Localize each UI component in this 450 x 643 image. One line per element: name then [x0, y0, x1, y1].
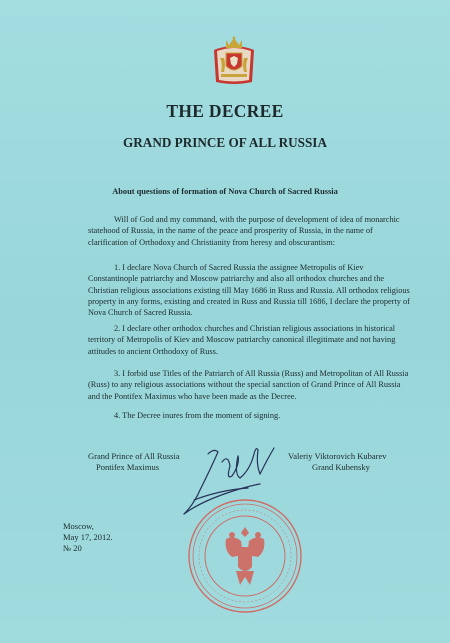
document-about-line: About questions of formation of Nova Church of Sacred Russia: [112, 187, 338, 196]
place-date-block: [63, 521, 113, 554]
signatory-title-block: [88, 451, 180, 473]
date-text: May 17, 2012.: [63, 532, 113, 542]
coat-of-arms-icon: [211, 36, 257, 86]
signatory-title: Grand Prince of All Russia: [88, 451, 180, 461]
signatory-honorific: Grand Kubensky: [312, 462, 370, 472]
official-seal-stamp: [186, 497, 304, 615]
clause-paragraph-2: 2. I declare other orthodox churches and Christian religious associations in historical territory of Metropolis of Kiev and Moscow patriarchy canonical illegitimate and not having attitudes to ancient Orthodoxy of Russ.: [88, 324, 396, 356]
signatory-title-2: Pontifex Maximus: [96, 462, 160, 472]
place-text: Moscow,: [63, 521, 94, 531]
document-title: THE DECREE: [166, 101, 284, 121]
document-subtitle: GRAND PRINCE OF ALL RUSSIA: [123, 135, 327, 150]
decree-number: № 20: [63, 543, 82, 553]
signatory-name-block: [288, 451, 386, 473]
clause-paragraph-1: 1. I declare Nova Church of Sacred Russia the assignee Metropolis of Kiev Constantinople patriarchy and Moscow patriarchy and also all orthodox churches and the Christian religious associations existing till May 1686 in Russ and Russia. All orthodox religious property in any forms, existing and created in Russ and Russia till 1686, I declare the property of Nova Church of Sacred Russia.: [88, 263, 410, 318]
signatory-name: Valeriy Viktorovich Kubarev: [288, 451, 387, 461]
clause-paragraph-4: 4. The Decree inures from the moment of signing.: [114, 411, 281, 420]
preamble-paragraph: Will of God and my command, with the purpose of development of idea of monarchic statehood of Russia, in the name of the peace and prosperity of Russia, in the name of clarification of Orthodoxy and Christianity from heresy and obscurantism:: [88, 215, 400, 247]
clause-paragraph-3: 3. I forbid use Titles of the Patriarch of All Russia (Russ) and Metropolitan of All Russia (Russ) to any religious associations without the special sanction of Grand Prince of All Russia and the Pontifex Maximus who have been made as the Decree.: [88, 369, 409, 401]
